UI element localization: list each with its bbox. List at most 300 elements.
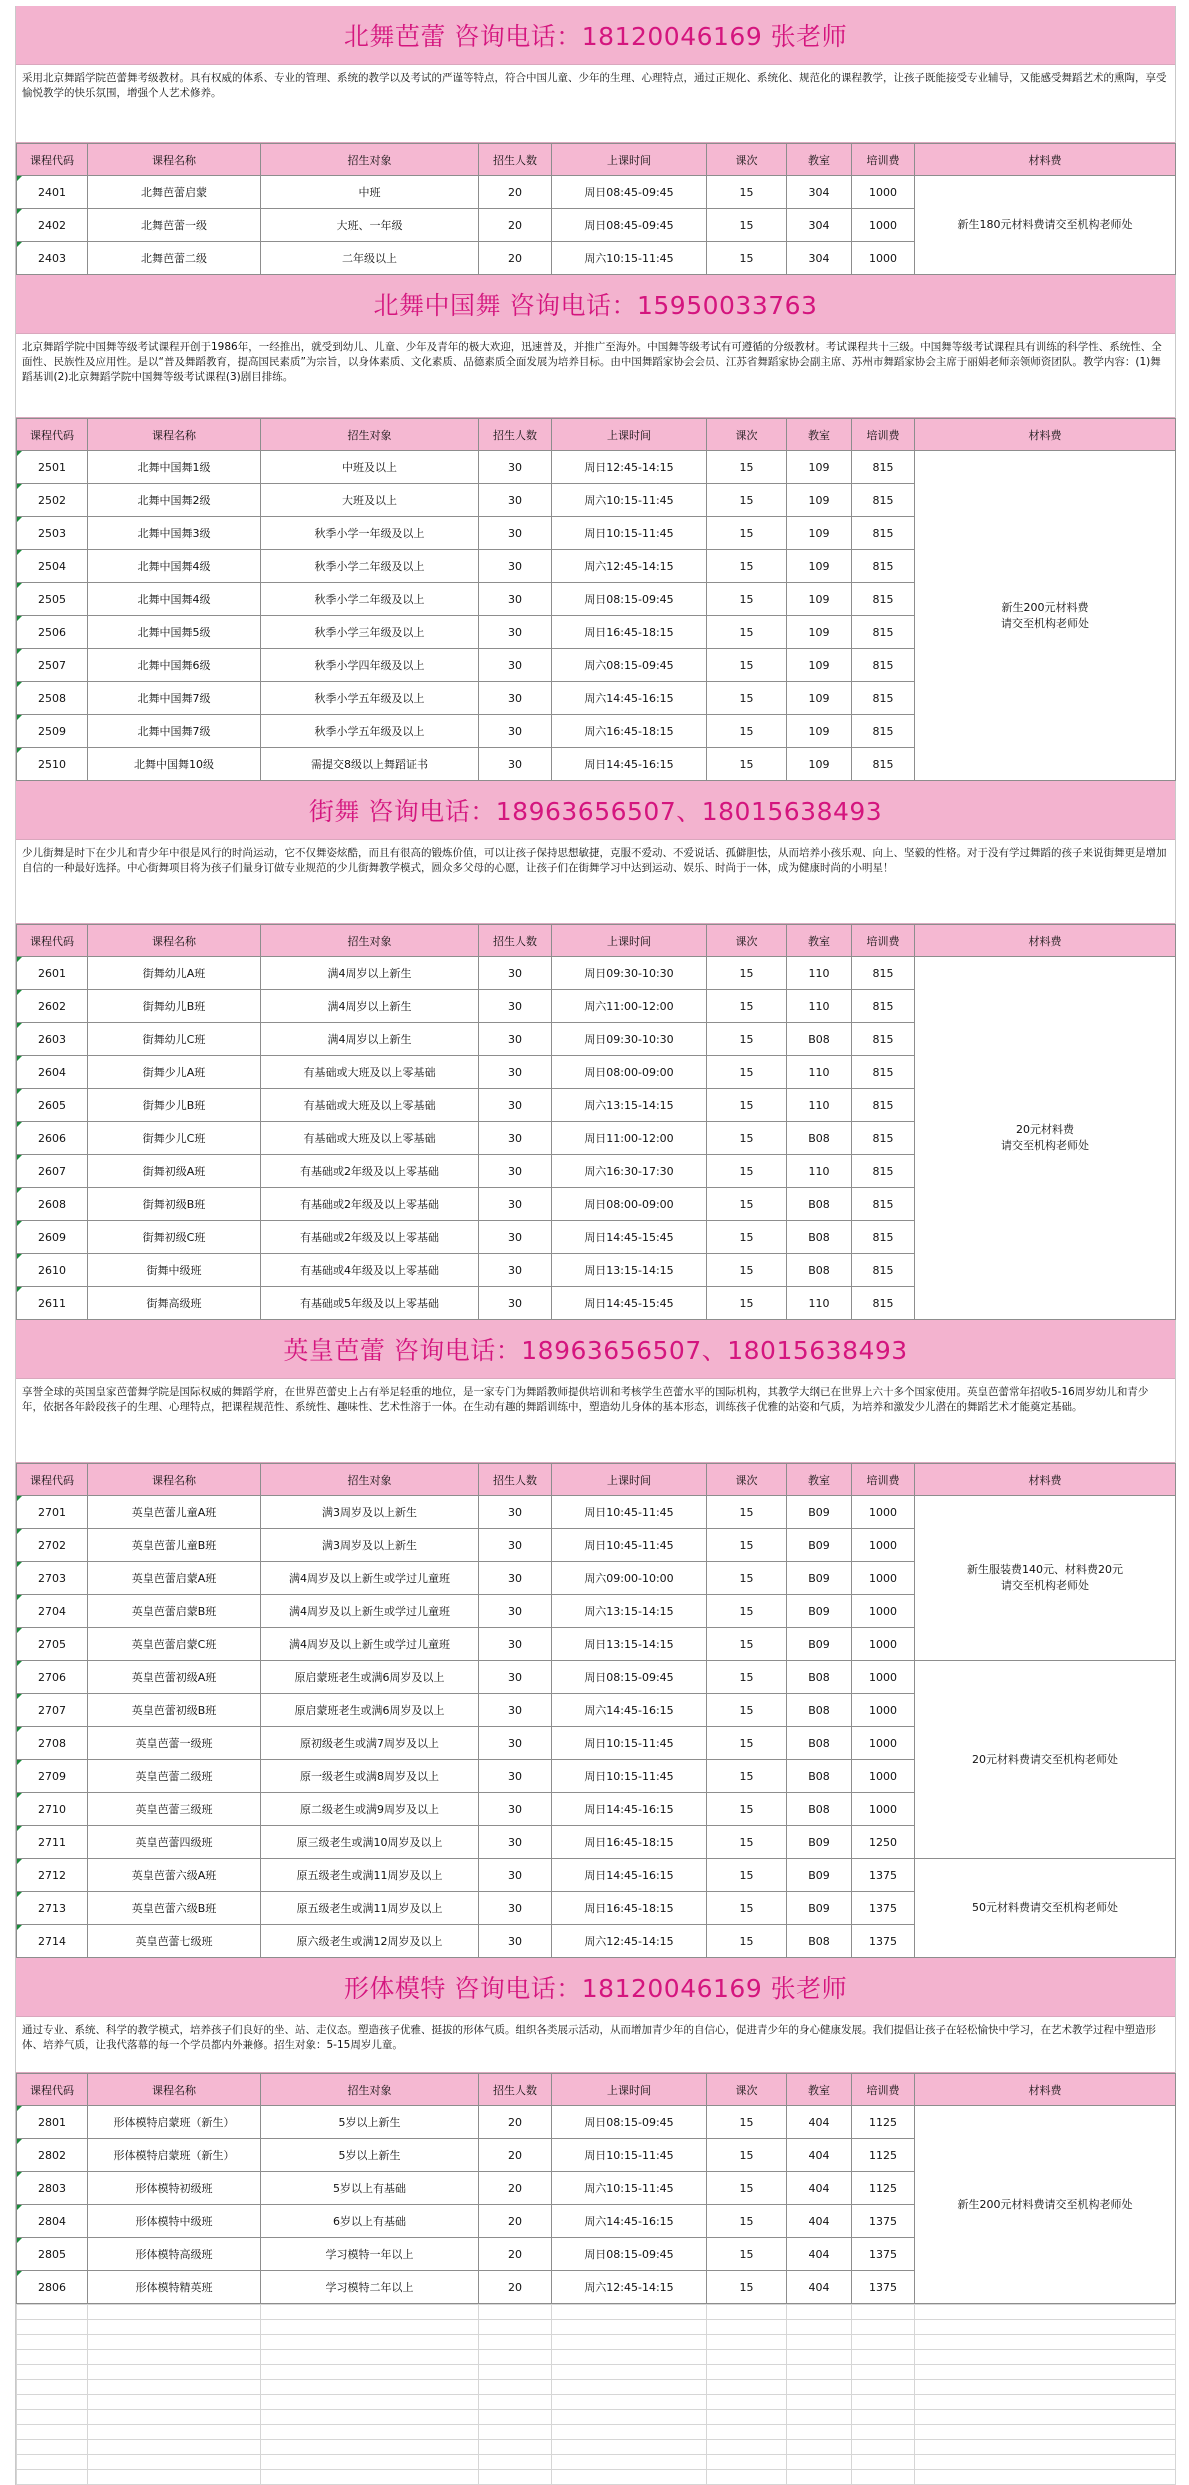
empty-cell: [552, 2470, 707, 2485]
table-row: [17, 957, 1176, 990]
column-header: 上课时间: [552, 925, 707, 957]
table-cell: 形体模特初级班: [88, 2172, 261, 2205]
table-cell: 30: [479, 1056, 552, 1089]
table-cell: 周日14:45-16:15: [552, 1859, 707, 1892]
course-code-cell: 2704: [17, 1595, 88, 1628]
table-cell: 1000: [852, 1496, 915, 1529]
section-description: 少儿街舞是时下在少儿和青少年中很是风行的时尚运动，它不仅舞姿炫酷，而且有很高的锻炼价值，可以让孩子保持思想敏捷，克服不爱动、不爱说话、孤僻胆怯，从而培养小孩乐观、向上、坚毅的性格。对于没有学过舞蹈的孩子来说街舞更是增加自信的一种最好选择。中心街舞项目将为孩子们量身订做专业规范的少儿街舞教学模式，圆众多父母的心愿，让孩子们在街舞学习中达到运动、娱乐、时尚于一体，成为健康时尚的小明星！: [16, 840, 1175, 924]
empty-row: [17, 2410, 1176, 2425]
table-cell: 街舞少儿A班: [88, 1056, 261, 1089]
empty-cell: [707, 2410, 787, 2425]
column-header: 课程代码: [17, 144, 88, 176]
column-header: 课次: [707, 419, 787, 451]
table-cell: 周日09:30-10:30: [552, 957, 707, 990]
table-cell: 形体模特中级班: [88, 2205, 261, 2238]
table-cell: 15: [707, 1925, 787, 1958]
table-cell: 周日08:00-09:00: [552, 1188, 707, 1221]
empty-cell: [261, 2425, 479, 2440]
table-cell: 英皇芭蕾六级A班: [88, 1859, 261, 1892]
empty-cell: [915, 2335, 1176, 2350]
empty-cell: [88, 2335, 261, 2350]
table-header-row: [17, 419, 1176, 451]
table-cell: 815: [852, 1056, 915, 1089]
table-cell: 秋季小学四年级及以上: [261, 649, 479, 682]
table-cell: 1000: [852, 1562, 915, 1595]
table-cell: 30: [479, 1221, 552, 1254]
table-cell: 英皇芭蕾儿童A班: [88, 1496, 261, 1529]
table-cell: B08: [787, 1221, 852, 1254]
course-code-cell: 2713: [17, 1892, 88, 1925]
table-cell: 1000: [852, 242, 915, 275]
table-cell: 404: [787, 2205, 852, 2238]
table-cell: 1000: [852, 1694, 915, 1727]
table-cell: 需提交8级以上舞蹈证书: [261, 748, 479, 781]
empty-cell: [479, 2350, 552, 2365]
empty-cell: [552, 2395, 707, 2410]
table-cell: 周日14:45-15:45: [552, 1287, 707, 1320]
table-cell: 30: [479, 1925, 552, 1958]
table-cell: 15: [707, 616, 787, 649]
table-cell: 30: [479, 583, 552, 616]
table-cell: B09: [787, 1595, 852, 1628]
table-cell: 109: [787, 649, 852, 682]
table-cell: 形体模特启蒙班（新生）: [88, 2139, 261, 2172]
column-header: 招生人数: [479, 1464, 552, 1496]
empty-cell: [479, 2365, 552, 2380]
table-cell: 周日08:00-09:00: [552, 1056, 707, 1089]
empty-cell: [787, 2455, 852, 2470]
table-cell: 109: [787, 715, 852, 748]
table-cell: B08: [787, 1188, 852, 1221]
table-cell: 15: [707, 550, 787, 583]
course-code-cell: 2402: [17, 209, 88, 242]
empty-cell: [261, 2410, 479, 2425]
table-cell: B08: [787, 1694, 852, 1727]
table-cell: 1000: [852, 1793, 915, 1826]
table-cell: 15: [707, 1760, 787, 1793]
table-cell: 30: [479, 1793, 552, 1826]
empty-cell: [852, 2305, 915, 2320]
table-cell: B09: [787, 1826, 852, 1859]
empty-cell: [915, 2440, 1176, 2455]
course-code-cell: 2506: [17, 616, 88, 649]
table-cell: 英皇芭蕾二级班: [88, 1760, 261, 1793]
empty-cell: [479, 2470, 552, 2485]
column-header: 课程名称: [88, 419, 261, 451]
section-description: 享誉全球的英国皇家芭蕾舞学院是国际权威的舞蹈学府，在世界芭蕾史上占有举足轻重的地位，是一家专门为舞蹈教师提供培训和考核学生芭蕾水平的国际机构，其教学大纲已在世界上六十多个国家使用。英皇芭蕾常年招收5-16周岁幼儿和青少年，依据各年龄段孩子的生理、心理特点，把课程规范性、系统性、趣味性、艺术性溶于一体。在生动有趣的舞蹈训练中，塑造幼儿身体的基本形态，训练孩子优雅的站姿和气质，为培养和激发少儿潜在的舞蹈艺术才能奠定基础。: [16, 1379, 1175, 1463]
table-cell: 街舞初级A班: [88, 1155, 261, 1188]
table-cell: 109: [787, 583, 852, 616]
table-cell: 815: [852, 484, 915, 517]
course-code-cell: 2708: [17, 1727, 88, 1760]
table-cell: 周日10:15-11:45: [552, 1727, 707, 1760]
column-header: 课程代码: [17, 419, 88, 451]
table-cell: 有基础或大班及以上零基础: [261, 1122, 479, 1155]
table-cell: 北舞中国舞6级: [88, 649, 261, 682]
section-title: 北舞中国舞 咨询电话：15950033763: [16, 275, 1175, 334]
table-cell: B09: [787, 1892, 852, 1925]
column-header: 课次: [707, 925, 787, 957]
table-cell: 304: [787, 242, 852, 275]
empty-cell: [852, 2455, 915, 2470]
table-cell: 有基础或2年级及以上零基础: [261, 1155, 479, 1188]
table-cell: 815: [852, 451, 915, 484]
table-cell: 街舞中级班: [88, 1254, 261, 1287]
column-header: 材料费: [915, 925, 1176, 957]
empty-cell: [88, 2365, 261, 2380]
empty-cell: [915, 2305, 1176, 2320]
table-cell: 30: [479, 1661, 552, 1694]
empty-cell: [88, 2395, 261, 2410]
table-cell: 大班及以上: [261, 484, 479, 517]
table-cell: 原启蒙班老生或满6周岁及以上: [261, 1694, 479, 1727]
table-cell: 30: [479, 1529, 552, 1562]
table-cell: 满4周岁及以上新生或学过儿童班: [261, 1628, 479, 1661]
table-cell: 815: [852, 1254, 915, 1287]
empty-row: [17, 2350, 1176, 2365]
table-cell: 周日12:45-14:15: [552, 451, 707, 484]
table-cell: 6岁以上有基础: [261, 2205, 479, 2238]
empty-cell: [261, 2305, 479, 2320]
table-cell: 30: [479, 616, 552, 649]
table-cell: 街舞幼儿A班: [88, 957, 261, 990]
table-cell: 英皇芭蕾启蒙B班: [88, 1595, 261, 1628]
course-code-cell: 2609: [17, 1221, 88, 1254]
empty-row: [17, 2365, 1176, 2380]
table-cell: 街舞高级班: [88, 1287, 261, 1320]
table-cell: 30: [479, 1155, 552, 1188]
empty-cell: [261, 2455, 479, 2470]
table-cell: 15: [707, 649, 787, 682]
table-cell: 周日08:15-09:45: [552, 1661, 707, 1694]
empty-cell: [88, 2305, 261, 2320]
table-cell: 周日09:30-10:30: [552, 1023, 707, 1056]
table-cell: 15: [707, 2172, 787, 2205]
table-row: [17, 1859, 1176, 1892]
table-cell: 109: [787, 748, 852, 781]
table-cell: 周六12:45-14:15: [552, 1925, 707, 1958]
table-cell: 15: [707, 1155, 787, 1188]
table-cell: 1125: [852, 2139, 915, 2172]
empty-cell: [17, 2305, 88, 2320]
table-cell: 1000: [852, 176, 915, 209]
table-cell: 815: [852, 957, 915, 990]
table-cell: 30: [479, 1892, 552, 1925]
course-code-cell: 2709: [17, 1760, 88, 1793]
table-cell: B08: [787, 1760, 852, 1793]
table-cell: 15: [707, 715, 787, 748]
table-row: [17, 1661, 1176, 1694]
table-cell: 英皇芭蕾儿童B班: [88, 1529, 261, 1562]
course-code-cell: 2714: [17, 1925, 88, 1958]
empty-cell: [552, 2455, 707, 2470]
column-header: 课程名称: [88, 925, 261, 957]
empty-cell: [915, 2470, 1176, 2485]
table-cell: 15: [707, 682, 787, 715]
table-cell: 815: [852, 583, 915, 616]
table-cell: 30: [479, 1496, 552, 1529]
table-row: [17, 2106, 1176, 2139]
empty-cell: [787, 2380, 852, 2395]
empty-cell: [479, 2380, 552, 2395]
table-cell: 110: [787, 1056, 852, 1089]
empty-cell: [552, 2320, 707, 2335]
empty-cell: [707, 2425, 787, 2440]
table-cell: 周日16:45-18:15: [552, 1826, 707, 1859]
table-cell: 英皇芭蕾启蒙A班: [88, 1562, 261, 1595]
empty-cell: [17, 2410, 88, 2425]
table-cell: 满4周岁及以上新生或学过儿童班: [261, 1595, 479, 1628]
table-cell: 30: [479, 451, 552, 484]
course-code-cell: 2806: [17, 2271, 88, 2304]
table-cell: 周日14:45-16:15: [552, 748, 707, 781]
empty-row: [17, 2395, 1176, 2410]
material-fee-cell: 新生200元材料费请交至机构老师处: [915, 2106, 1176, 2304]
table-cell: 815: [852, 990, 915, 1023]
material-fee-cell: 新生服装费140元、材料费20元 请交至机构老师处: [915, 1496, 1176, 1661]
table-cell: 815: [852, 1221, 915, 1254]
column-header: 课程名称: [88, 2074, 261, 2106]
course-code-cell: 2711: [17, 1826, 88, 1859]
table-cell: 30: [479, 990, 552, 1023]
empty-cell: [707, 2395, 787, 2410]
empty-cell: [17, 2365, 88, 2380]
empty-cell: [261, 2350, 479, 2365]
course-code-cell: 2706: [17, 1661, 88, 1694]
table-cell: 15: [707, 1122, 787, 1155]
material-fee-cell: 20元材料费请交至机构老师处: [915, 1661, 1176, 1859]
table-cell: 304: [787, 209, 852, 242]
table-cell: 1000: [852, 1595, 915, 1628]
course-code-cell: 2507: [17, 649, 88, 682]
course-code-cell: 2712: [17, 1859, 88, 1892]
column-header: 招生人数: [479, 419, 552, 451]
empty-cell: [787, 2305, 852, 2320]
table-cell: 1375: [852, 1892, 915, 1925]
table-cell: 周六16:30-17:30: [552, 1155, 707, 1188]
empty-cell: [17, 2335, 88, 2350]
table-cell: 秋季小学二年级及以上: [261, 550, 479, 583]
empty-cell: [787, 2395, 852, 2410]
empty-row: [17, 2455, 1176, 2470]
table-cell: 形体模特启蒙班（新生）: [88, 2106, 261, 2139]
table-cell: 15: [707, 1056, 787, 1089]
table-cell: 815: [852, 550, 915, 583]
column-header: 招生对象: [261, 1464, 479, 1496]
table-cell: 15: [707, 1496, 787, 1529]
section-title: 北舞芭蕾 咨询电话：18120046169 张老师: [16, 6, 1175, 65]
empty-cell: [17, 2350, 88, 2365]
table-cell: 秋季小学二年级及以上: [261, 583, 479, 616]
table-cell: 109: [787, 550, 852, 583]
table-cell: 15: [707, 2139, 787, 2172]
table-cell: 109: [787, 616, 852, 649]
table-cell: 周六14:45-16:15: [552, 2205, 707, 2238]
empty-cell: [479, 2440, 552, 2455]
section-description: 采用北京舞蹈学院芭蕾舞考级教材。具有权威的体系、专业的管理、系统的教学以及考试的严谨等特点，符合中国儿童、少年的生理、心理特点，通过正规化、系统化、规范化的课程教学，让孩子既能接受专业辅导，又能感受舞蹈艺术的熏陶，享受愉悦教学的快乐氛围，增强个人艺术修养。: [16, 65, 1175, 143]
course-table: [16, 924, 1176, 1320]
column-header: 上课时间: [552, 1464, 707, 1496]
empty-cell: [17, 2395, 88, 2410]
empty-cell: [852, 2380, 915, 2395]
course-table: [16, 418, 1176, 781]
empty-cell: [915, 2380, 1176, 2395]
column-header: 教室: [787, 2074, 852, 2106]
table-cell: 30: [479, 1826, 552, 1859]
empty-cell: [261, 2380, 479, 2395]
table-cell: 原初级老生或满7周岁及以上: [261, 1727, 479, 1760]
table-cell: 15: [707, 2205, 787, 2238]
column-header: 上课时间: [552, 419, 707, 451]
course-table: [16, 2073, 1176, 2304]
table-cell: 形体模特精英班: [88, 2271, 261, 2304]
table-cell: 15: [707, 1023, 787, 1056]
table-cell: 20: [479, 2238, 552, 2271]
course-code-cell: 2401: [17, 176, 88, 209]
course-code-cell: 2802: [17, 2139, 88, 2172]
table-cell: 304: [787, 176, 852, 209]
table-cell: 北舞中国舞4级: [88, 550, 261, 583]
table-cell: B08: [787, 1254, 852, 1287]
table-header-row: [17, 925, 1176, 957]
course-code-cell: 2508: [17, 682, 88, 715]
table-cell: 404: [787, 2271, 852, 2304]
table-cell: 15: [707, 990, 787, 1023]
course-code-cell: 2701: [17, 1496, 88, 1529]
table-cell: 15: [707, 2106, 787, 2139]
column-header: 课次: [707, 2074, 787, 2106]
table-cell: 学习模特一年以上: [261, 2238, 479, 2271]
table-cell: 110: [787, 957, 852, 990]
empty-cell: [261, 2320, 479, 2335]
table-cell: 30: [479, 748, 552, 781]
table-cell: 周六10:15-11:45: [552, 484, 707, 517]
material-fee-cell: 新生180元材料费请交至机构老师处: [915, 176, 1176, 275]
empty-cell: [852, 2470, 915, 2485]
table-cell: 原一级老生或满8周岁及以上: [261, 1760, 479, 1793]
table-cell: 街舞少儿C班: [88, 1122, 261, 1155]
table-cell: 15: [707, 1661, 787, 1694]
table-cell: 英皇芭蕾初级B班: [88, 1694, 261, 1727]
column-header: 培训费: [852, 144, 915, 176]
table-cell: 北舞中国舞3级: [88, 517, 261, 550]
empty-cell: [707, 2305, 787, 2320]
course-code-cell: 2503: [17, 517, 88, 550]
table-cell: 周日14:45-15:45: [552, 1221, 707, 1254]
table-cell: 英皇芭蕾七级班: [88, 1925, 261, 1958]
table-cell: 30: [479, 1694, 552, 1727]
column-header: 课次: [707, 1464, 787, 1496]
table-cell: 20: [479, 2106, 552, 2139]
table-cell: 1125: [852, 2106, 915, 2139]
table-cell: 15: [707, 1793, 787, 1826]
table-cell: 1375: [852, 1925, 915, 1958]
table-cell: 周六08:15-09:45: [552, 649, 707, 682]
column-header: 招生对象: [261, 2074, 479, 2106]
table-cell: 20: [479, 2172, 552, 2205]
table-cell: 满4周岁以上新生: [261, 990, 479, 1023]
table-cell: 815: [852, 682, 915, 715]
section-title: 街舞 咨询电话：18963656507、18015638493: [16, 781, 1175, 840]
empty-cell: [852, 2410, 915, 2425]
table-cell: 中班及以上: [261, 451, 479, 484]
empty-cell: [707, 2350, 787, 2365]
table-cell: B09: [787, 1562, 852, 1595]
table-cell: 街舞幼儿C班: [88, 1023, 261, 1056]
table-cell: 周日10:45-11:45: [552, 1496, 707, 1529]
empty-cell: [261, 2395, 479, 2410]
table-cell: 有基础或2年级及以上零基础: [261, 1188, 479, 1221]
table-cell: 1000: [852, 1661, 915, 1694]
table-cell: 1375: [852, 1859, 915, 1892]
table-cell: 30: [479, 1188, 552, 1221]
table-cell: 15: [707, 1287, 787, 1320]
table-cell: 1375: [852, 2271, 915, 2304]
table-cell: 815: [852, 1155, 915, 1188]
table-cell: 15: [707, 1694, 787, 1727]
table-cell: 周六14:45-16:15: [552, 682, 707, 715]
empty-cell: [88, 2440, 261, 2455]
table-cell: 周日10:15-11:45: [552, 2139, 707, 2172]
empty-cell: [707, 2440, 787, 2455]
table-cell: B08: [787, 1925, 852, 1958]
empty-cell: [787, 2335, 852, 2350]
column-header: 培训费: [852, 1464, 915, 1496]
table-cell: 周六16:45-18:15: [552, 715, 707, 748]
table-cell: B08: [787, 1727, 852, 1760]
course-code-cell: 2610: [17, 1254, 88, 1287]
empty-cell: [787, 2320, 852, 2335]
table-cell: 815: [852, 1023, 915, 1056]
table-cell: 满3周岁及以上新生: [261, 1496, 479, 1529]
empty-cell: [707, 2380, 787, 2395]
course-code-cell: 2505: [17, 583, 88, 616]
course-code-cell: 2604: [17, 1056, 88, 1089]
empty-cell: [479, 2305, 552, 2320]
empty-cell: [17, 2380, 88, 2395]
empty-cell: [479, 2320, 552, 2335]
column-header: 材料费: [915, 1464, 1176, 1496]
empty-cell: [787, 2410, 852, 2425]
table-cell: 15: [707, 1089, 787, 1122]
empty-cell: [707, 2365, 787, 2380]
table-cell: 404: [787, 2238, 852, 2271]
table-cell: 404: [787, 2106, 852, 2139]
empty-cell: [261, 2365, 479, 2380]
table-cell: 原五级老生或满11周岁及以上: [261, 1859, 479, 1892]
table-cell: 15: [707, 1595, 787, 1628]
table-row: [17, 451, 1176, 484]
table-cell: 15: [707, 583, 787, 616]
table-cell: 1000: [852, 1760, 915, 1793]
table-cell: 815: [852, 517, 915, 550]
section-title: 英皇芭蕾 咨询电话：18963656507、18015638493: [16, 1320, 1175, 1379]
table-cell: 北舞中国舞1级: [88, 451, 261, 484]
column-header: 培训费: [852, 419, 915, 451]
empty-cell: [552, 2365, 707, 2380]
table-cell: 街舞初级C班: [88, 1221, 261, 1254]
empty-cell: [261, 2470, 479, 2485]
table-cell: 15: [707, 517, 787, 550]
material-fee-cell: 新生200元材料费 请交至机构老师处: [915, 451, 1176, 781]
table-cell: 15: [707, 1892, 787, 1925]
table-cell: 15: [707, 209, 787, 242]
table-cell: 30: [479, 1760, 552, 1793]
empty-cell: [852, 2335, 915, 2350]
table-cell: 周日16:45-18:15: [552, 616, 707, 649]
table-cell: 110: [787, 990, 852, 1023]
empty-cell: [552, 2410, 707, 2425]
